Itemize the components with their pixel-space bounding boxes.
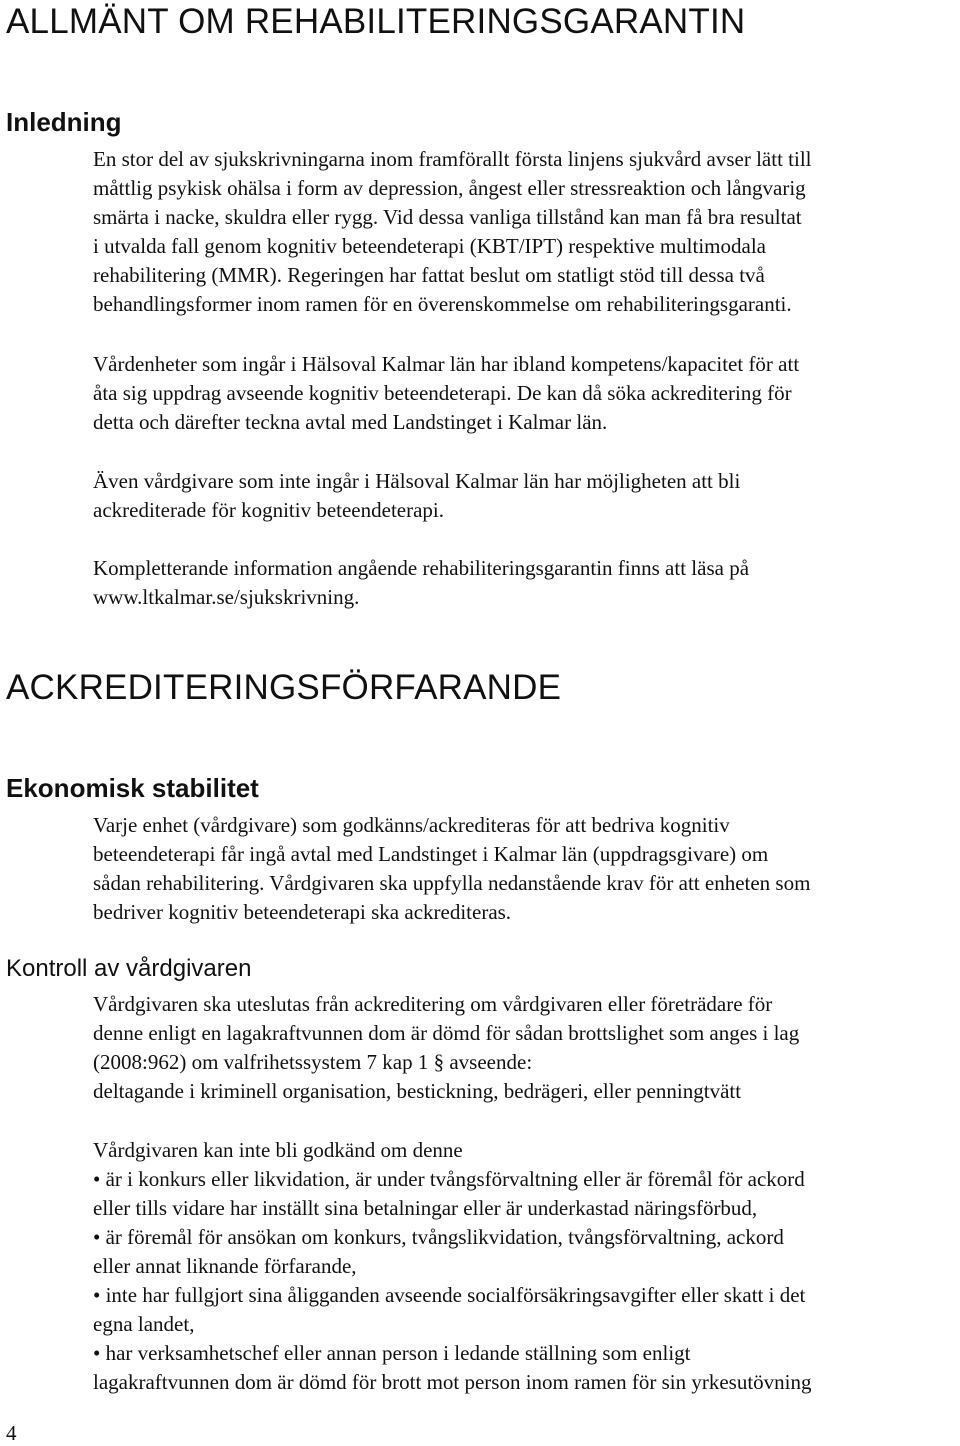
text-line: detta och därefter teckna avtal med Landstinget i Kalmar län. xyxy=(93,410,608,434)
text-line: måttlig psykisk ohälsa i form av depression, ångest eller stressreaktion och långvarig xyxy=(93,176,806,200)
intro-paragraph-1 xyxy=(93,145,960,319)
ekonomisk-paragraph xyxy=(93,811,960,927)
text-line: ackrediterade för kognitiv beteendeterapi. xyxy=(93,498,444,522)
page-number: 4 xyxy=(6,1421,17,1445)
text-line: Vårdenheter som ingår i Hälsoval Kalmar län har ibland kompetens/kapacitet för att xyxy=(93,352,800,376)
text-line: Vårdgivaren kan inte bli godkänd om denne xyxy=(93,1138,463,1162)
text-line: deltagande i kriminell organisation, bestickning, bedrägeri, eller penningtvätt xyxy=(93,1079,742,1103)
list-item: • är i konkurs eller likvidation, är under tvångsförvaltning eller är föremål för ackord xyxy=(93,1167,805,1191)
list-item-continuation: eller tills vidare har inställt sina betalningar eller är underkastad näringsförbud, xyxy=(93,1196,758,1220)
intro-paragraph-2 xyxy=(93,350,960,437)
heading-kontroll-av-vardgivaren: Kontroll av vårdgivaren xyxy=(6,955,252,982)
text-line: denne enligt en lagakraftvunnen dom är dömd för sådan brottslighet som anges i lag xyxy=(93,1021,800,1045)
text-line: www.ltkalmar.se/sjukskrivning. xyxy=(93,585,360,609)
kontroll-paragraph-2 xyxy=(93,1136,960,1397)
text-line: sådan rehabilitering. Vårdgivaren ska uppfylla nedanstående krav för att enheten som xyxy=(93,871,811,895)
list-item: • är föremål för ansökan om konkurs, tvångslikvidation, tvångsförvaltning, ackord xyxy=(93,1225,784,1249)
text-line: Kompletterande information angående rehabiliteringsgarantin finns att läsa på xyxy=(93,556,750,580)
text-line: rehabilitering (MMR). Regeringen har fattat beslut om statligt stöd till dessa två xyxy=(93,263,765,287)
text-line: smärta i nacke, skuldra eller rygg. Vid dessa vanliga tillstånd kan man få bra resultat xyxy=(93,205,802,229)
document-title: ALLMÄNT OM REHABILITERINGSGARANTIN xyxy=(6,2,746,41)
list-item-continuation: eller annat liknande förfarande, xyxy=(93,1254,357,1278)
text-line: En stor del av sjukskrivningarna inom framförallt första linjens sjukvård avser lätt till xyxy=(93,147,812,171)
text-line: behandlingsformer inom ramen för en överenskommelse om rehabiliteringsgaranti. xyxy=(93,292,792,316)
heading-inledning: Inledning xyxy=(6,107,122,137)
text-line: Varje enhet (vårdgivare) som godkänns/ackrediteras för att bedriva kognitiv xyxy=(93,813,730,837)
heading-ekonomisk-stabilitet: Ekonomisk stabilitet xyxy=(6,773,259,803)
text-line: i utvalda fall genom kognitiv beteendeterapi (KBT/IPT) respektive multimodala xyxy=(93,234,766,258)
list-item: • inte har fullgjort sina åligganden avseende socialförsäkringsavgifter eller skatt i det xyxy=(93,1283,806,1307)
section-title-ackreditering: ACKREDITERINGSFÖRFARANDE xyxy=(6,668,562,707)
text-line: beteendeterapi får ingå avtal med Landstinget i Kalmar län (uppdragsgivare) om xyxy=(93,842,769,866)
text-line: Även vårdgivare som inte ingår i Hälsoval Kalmar län har möjligheten att bli xyxy=(93,469,741,493)
list-item: • har verksamhetschef eller annan person i ledande ställning som enligt xyxy=(93,1341,691,1365)
list-item-continuation: lagakraftvunnen dom är dömd för brott mot person inom ramen för sin yrkesutövning xyxy=(93,1370,812,1394)
list-item-continuation: egna landet, xyxy=(93,1312,195,1336)
intro-paragraph-3 xyxy=(93,467,960,525)
intro-paragraph-4 xyxy=(93,554,960,612)
text-line: Vårdgivaren ska uteslutas från ackreditering om vårdgivaren eller företrädare för xyxy=(93,992,773,1016)
text-line: (2008:962) om valfrihetssystem 7 kap 1 § avseende: xyxy=(93,1050,533,1074)
text-line: åta sig uppdrag avseende kognitiv beteendeterapi. De kan då söka ackreditering för xyxy=(93,381,792,405)
kontroll-paragraph-1 xyxy=(93,990,960,1106)
text-line: bedriver kognitiv beteendeterapi ska ackrediteras. xyxy=(93,900,512,924)
